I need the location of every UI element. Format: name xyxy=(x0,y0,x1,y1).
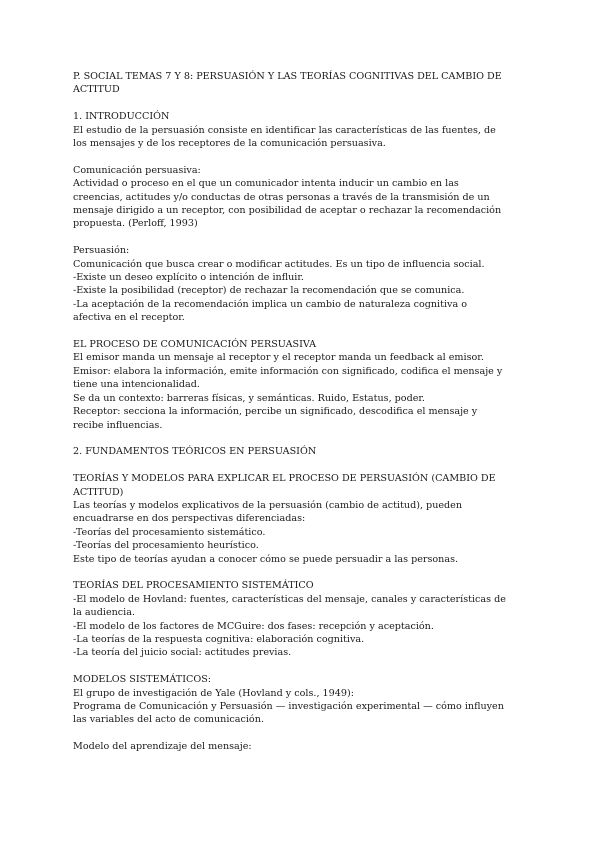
section-heading: 1. INTRODUCCIÓN xyxy=(73,111,170,123)
spacer xyxy=(73,97,533,110)
paragraph-line: tiene una intencionalidad. xyxy=(73,379,200,391)
paragraph-line: Programa de Comunicación y Persuasión — investigación experimental — cómo influyen xyxy=(73,700,504,712)
subsection-heading: Modelo del aprendizaje del mensaje: xyxy=(73,741,252,753)
spacer xyxy=(73,150,533,163)
spacer xyxy=(73,432,533,445)
paragraph-line: Emisor: elabora la información, emite información con significado, codifica el mensaje y xyxy=(73,365,503,377)
section-heading: ACTITUD) xyxy=(73,486,124,498)
spacer xyxy=(73,727,533,740)
paragraph-line: El estudio de la persuasión consiste en identificar las características de las fuentes, de xyxy=(73,124,496,136)
paragraph-line: los mensajes y de los receptores de la comunicación persuasiva. xyxy=(73,138,386,150)
spacer xyxy=(73,459,533,472)
paragraph-line: propuesta. (Perloff, 1993) xyxy=(73,218,198,230)
section-heading: TEORÍAS Y MODELOS PARA EXPLICAR EL PROCESO DE PERSUASIÓN (CAMBIO DE xyxy=(73,473,496,485)
paragraph-line: Este tipo de teorías ayudan a conocer cómo se puede persuadir a las personas. xyxy=(73,553,459,565)
paragraph-line: Las teorías y modelos explicativos de la persuasión (cambio de actitud), pueden xyxy=(73,499,463,511)
list-item: la audiencia. xyxy=(73,607,136,619)
list-item: -Existe un deseo explícito o intención de influir. xyxy=(73,272,304,284)
list-item: -La teorías de la respuesta cognitiva: elaboración cognitiva. xyxy=(73,633,365,645)
paragraph-line: Actividad o proceso en el que un comunicador intenta inducir un cambio en las xyxy=(73,178,459,190)
paragraph-line: El grupo de investigación de Yale (Hovland y cols., 1949): xyxy=(73,687,354,699)
subsection-heading: Persuasión: xyxy=(73,245,130,257)
spacer xyxy=(73,325,533,338)
paragraph-line: mensaje dirigido a un receptor, con posibilidad de aceptar o rechazar la recomendación xyxy=(73,205,502,217)
section-heading: EL PROCESO DE COMUNICACIÓN PERSUASIVA xyxy=(73,339,317,351)
list-item: -La teoría del juicio social: actitudes previas. xyxy=(73,647,292,659)
section-heading: MODELOS SISTEMÁTICOS: xyxy=(73,674,212,686)
paragraph-line: encuadrarse en dos perspectivas diferenciadas: xyxy=(73,513,306,525)
paragraph-line: El emisor manda un mensaje al receptor y el receptor manda un feedback al emisor. xyxy=(73,352,484,364)
section-heading: 2. FUNDAMENTOS TEÓRICOS EN PERSUASIÓN xyxy=(73,446,317,458)
list-item: -Existe la posibilidad (receptor) de rechazar la recomendación que se comunica. xyxy=(73,285,465,297)
list-item: -Teorías del procesamiento heurístico. xyxy=(73,540,259,552)
subsection-heading: Comunicación persuasiva: xyxy=(73,164,201,176)
section-heading: TEORÍAS DEL PROCESAMIENTO SISTEMÁTICO xyxy=(73,580,314,592)
document-title: P. SOCIAL TEMAS 7 Y 8: PERSUASIÓN Y LAS TEORÍAS COGNITIVAS DEL CAMBIO DE xyxy=(73,71,502,82)
paragraph-line: Comunicación que busca crear o modificar actitudes. Es un tipo de influencia social. xyxy=(73,258,485,270)
list-item: -El modelo de los factores de MCGuire: dos fases: recepción y aceptación. xyxy=(73,620,434,632)
spacer xyxy=(73,566,533,579)
paragraph-line: las variables del acto de comunicación. xyxy=(73,714,264,726)
list-item: -La aceptación de la recomendación implica un cambio de naturaleza cognitiva o xyxy=(73,298,468,310)
paragraph-line: recibe influencias. xyxy=(73,419,163,431)
list-item: -El modelo de Hovland: fuentes, características del mensaje, canales y características de xyxy=(73,593,506,605)
list-item: afectiva en el receptor. xyxy=(73,312,185,324)
paragraph-line: Receptor: secciona la información, percibe un significado, descodifica el mensaje y xyxy=(73,406,478,418)
list-item: -Teorías del procesamiento sistemático. xyxy=(73,526,266,538)
paragraph-line: Se da un contexto: barreras físicas, y semánticas. Ruido, Estatus, poder. xyxy=(73,392,425,404)
spacer xyxy=(73,660,533,673)
paragraph-line: creencias, actitudes y/o conductas de otras personas a través de la transmisión de un xyxy=(73,191,490,203)
document-body xyxy=(73,70,533,754)
spacer xyxy=(73,231,533,244)
document-title: ACTITUD xyxy=(73,84,120,96)
